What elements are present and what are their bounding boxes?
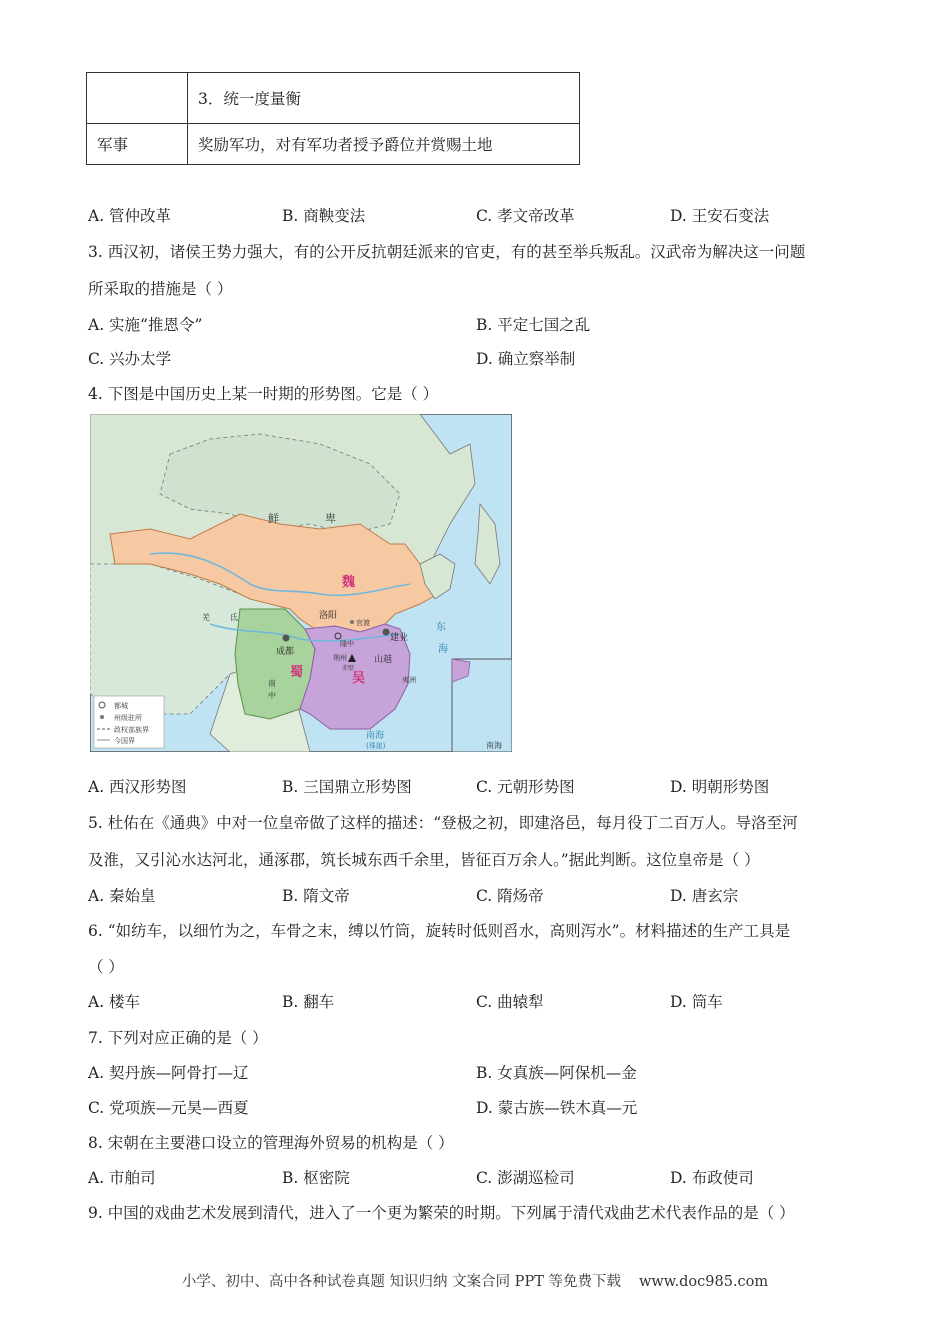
label-longzhong: 隆中 [340,640,354,648]
option-d[interactable]: D. 筒车 [670,993,723,1011]
question-3-text-cont: 所采取的措施是（ ） [88,280,233,298]
legend-regime-border: 政权部族界 [114,726,149,734]
label-qiang: 羌 [202,613,210,622]
option-a[interactable]: A. 楼车 [88,993,141,1011]
label-xianbei: 鲜 [268,512,279,525]
label-south-sea: 南海 [366,731,385,741]
legend-prefecture: 州级驻所 [114,714,142,722]
question-7-text: 7. 下列对应正确的是（ ） [88,1029,268,1047]
option-b[interactable]: B. 商鞅变法 [282,207,366,225]
label-luoyang: 洛阳 [319,611,338,621]
option-d[interactable]: D. 蒙古族—铁木真—元 [476,1099,638,1117]
option-a[interactable]: A. 管仲改革 [88,207,172,225]
option-b[interactable]: B. 隋文帝 [282,887,350,905]
option-a[interactable]: A. 市舶司 [88,1169,156,1187]
question-3-text: 3. 西汉初，诸侯王势力强大，有的公开反抗朝廷派来的官吏，有的甚至举兵叛乱。汉武帝为解决这一问题 [88,243,806,261]
table-row [87,124,580,165]
label-sea: 海 [438,644,448,655]
option-c[interactable]: C. 曲辕犁 [476,993,544,1011]
label-jingzhou: 荆州 [333,654,347,662]
footer-link[interactable]: www.doc985.com [638,1274,769,1290]
legend-capital: 都城 [114,702,128,710]
label-nanzhong-2: 中 [268,691,276,700]
label-east: 东 [436,622,446,633]
label-chibi: 赤壁 [342,665,355,672]
label-di: 氐 [230,613,238,622]
table-row [87,73,580,124]
option-b[interactable]: B. 翻车 [282,993,335,1011]
option-b[interactable]: B. 平定七国之乱 [476,316,591,334]
question-5-text-cont: 及淮，又引沁水达河北，通涿郡，筑长城东西千余里，皆征百万余人。”据此判断。这位皇帝是（ ） [88,851,760,869]
option-c[interactable]: C. 党项族—元昊—西夏 [88,1099,249,1117]
option-d[interactable]: D. 布政使司 [670,1169,754,1187]
label-wu: 吴 [352,671,366,686]
label-chengdu: 成都 [276,647,295,657]
option-c[interactable]: C. 隋炀帝 [476,887,544,905]
option-c[interactable]: C. 兴办太学 [88,350,172,368]
page-footer [0,1270,950,1291]
table-cell: 奖励军功，对有军功者授予爵位并赏赐土地 [188,124,580,165]
three-kingdoms-map [90,414,512,752]
option-a[interactable]: A. 实施“推恩令” [88,316,203,334]
label-yizhou: 夷洲 [402,676,416,684]
reform-table [86,72,580,165]
option-d[interactable]: D. 明朝形势图 [670,778,770,796]
guandu-marker [350,620,354,624]
option-c[interactable]: C. 澎湖巡检司 [476,1169,575,1187]
table-cell: 3．统一度量衡 [188,73,580,124]
footer-text: 小学、初中、高中各种试卷真题 知识归纳 文案合同 PPT 等免费下载 [181,1274,621,1290]
option-d[interactable]: D. 确立察举制 [476,350,576,368]
option-c[interactable]: C. 孝文帝改革 [476,207,575,225]
table-cell [87,73,188,124]
option-b[interactable]: B. 三国鼎立形势图 [282,778,412,796]
question-4-text: 4. 下图是中国历史上某一时期的形势图。它是（ ） [88,385,439,403]
label-jianye: 建业 [390,633,409,643]
question-6-text: 6. “如纺车，以细竹为之，车骨之末，缚以竹筒，旋转时低则舀水，高则泻水”。材料描述的生产工具是 [88,922,791,940]
legend-modern-border: 今国界 [114,737,135,745]
question-9-text: 9. 中国的戏曲艺术发展到清代，进入了一个更为繁荣的时期。下列属于清代戏曲艺术代表作品的是（ ） [88,1204,795,1222]
chengdu-marker [283,635,290,642]
label-shu: 蜀 [290,665,304,680]
label-nanzhong: 南 [268,679,276,688]
option-b[interactable]: B. 枢密院 [282,1169,350,1187]
option-b[interactable]: B. 女真族—阿保机—金 [476,1064,637,1082]
question-8-text: 8. 宋朝在主要港口设立的管理海外贸易的机构是（ ） [88,1134,454,1152]
table-cell: 军事 [87,124,188,165]
question-5-text: 5. 杜佑在《通典》中对一位皇帝做了这样的描述：“登极之初，即建洛邑，每月役丁二百万人。导洛至河 [88,814,798,832]
option-a[interactable]: A. 秦始皇 [88,887,156,905]
label-zhuya: (珠崖) [366,742,386,750]
option-a[interactable]: A. 契丹族—阿骨打—辽 [88,1064,249,1082]
option-c[interactable]: C. 元朝形势图 [476,778,575,796]
label-wei: 魏 [342,575,356,590]
question-6-text-cont: （ ） [88,958,124,976]
option-a[interactable]: A. 西汉形势图 [88,778,187,796]
jianye-marker [383,629,390,636]
label-inset-south-sea: 南海 [486,741,502,750]
label-shanyue: 山越 [374,655,393,665]
label-guandu: 官渡 [356,619,370,627]
option-d[interactable]: D. 王安石变法 [670,207,770,225]
option-d[interactable]: D. 唐玄宗 [670,887,739,905]
label-xianbei-2: 卑 [325,512,336,525]
